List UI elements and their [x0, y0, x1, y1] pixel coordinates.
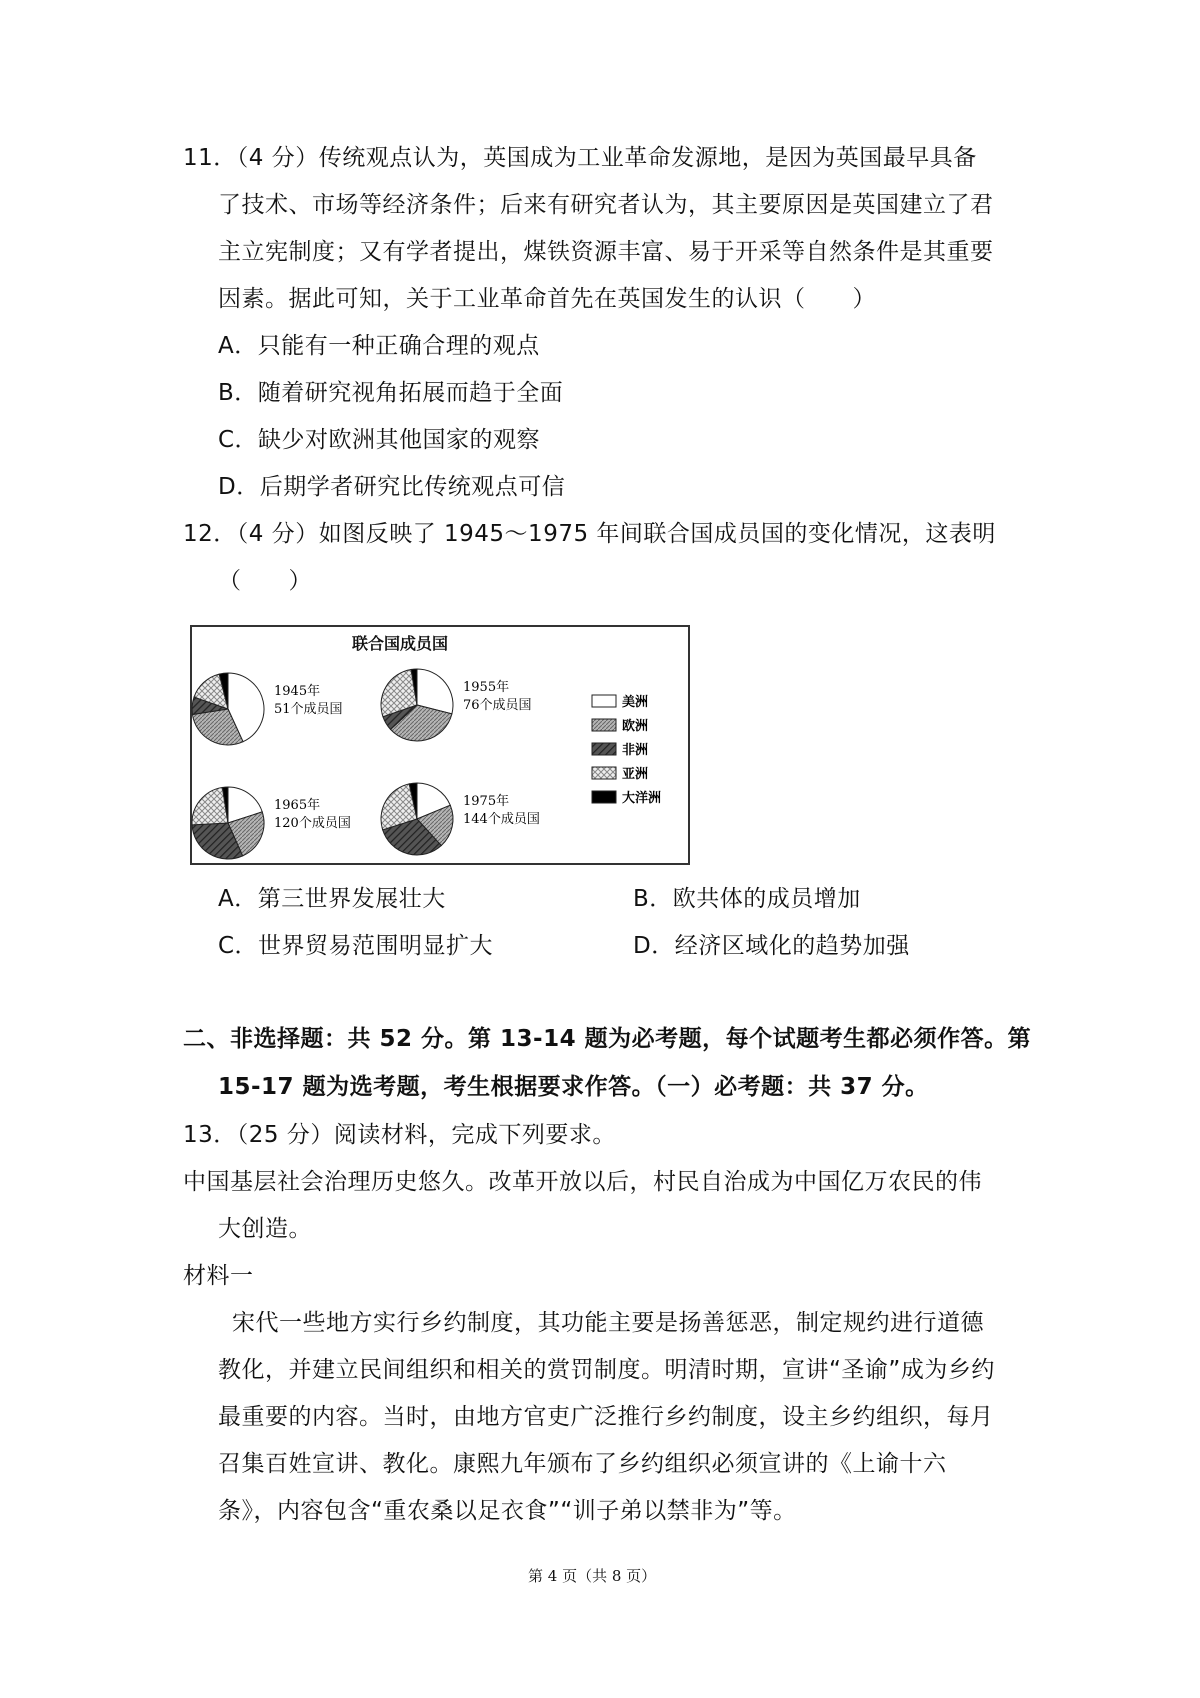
legend-swatch-美洲 — [592, 695, 616, 707]
q11-line-1: 11．（4 分）传统观点认为，英国成为工业革命发源地，是因为英国最早具备 — [183, 145, 977, 171]
q13-intro-line-1: 中国基层社会治理历史悠久。改革开放以后，村民自治成为中国亿万农民的伟 — [183, 1169, 982, 1195]
legend-label-大洋洲: 大洋洲 — [622, 791, 662, 806]
q11-option-b: B．随着研究视角拓展而趋于全面 — [218, 380, 564, 406]
section2-heading-line-1: 二、非选择题：共 52 分。第 13-14 题为必考题，每个试题考生都必须作答。第 — [183, 1026, 1032, 1052]
figure-title: 联合国成员国 — [351, 634, 449, 653]
legend-label-美洲: 美洲 — [622, 695, 649, 710]
q12-line-2: （ ） — [218, 568, 312, 594]
pie-year-label: 1965年 — [274, 798, 321, 813]
legend-label-非洲: 非洲 — [622, 743, 649, 758]
q12-option-b: B．欧共体的成员增加 — [633, 886, 861, 912]
q13-header: 13．（25 分）阅读材料，完成下列要求。 — [183, 1122, 616, 1148]
pie-members-label: 76个成员国 — [463, 698, 532, 713]
pie-members-label: 51个成员国 — [274, 702, 343, 717]
material-line-3: 最重要的内容。当时，由地方官吏广泛推行乡约制度，设主乡约组织，每月 — [218, 1404, 994, 1430]
material-line-2: 教化，并建立民间组织和相关的赏罚制度。明清时期，宣讲“圣谕”成为乡约 — [218, 1357, 995, 1383]
material-line-5: 条》，内容包含“重农桑以足衣食”“训子弟以禁非为”等。 — [218, 1498, 797, 1524]
legend-label-亚洲: 亚洲 — [622, 767, 649, 782]
q12-option-c: C．世界贸易范围明显扩大 — [218, 933, 494, 959]
pie-year-label: 1945年 — [274, 684, 321, 699]
q13-intro-line-2: 大创造。 — [218, 1216, 312, 1242]
q11-option-d: D．后期学者研究比传统观点可信 — [218, 474, 566, 500]
legend-swatch-大洋洲 — [592, 791, 616, 803]
q11-option-c: C．缺少对欧洲其他国家的观察 — [218, 427, 541, 453]
legend-swatch-亚洲 — [592, 767, 616, 779]
legend-swatch-欧洲 — [592, 719, 616, 731]
legend-label-欧洲: 欧洲 — [622, 719, 649, 734]
q11-line-4: 因素。据此可知，关于工业革命首先在英国发生的认识（ ） — [218, 286, 876, 312]
material-label: 材料一 — [183, 1263, 254, 1289]
material-line-4: 召集百姓宣讲、教化。康熙九年颁布了乡约组织必须宣讲的《上谕十六 — [218, 1451, 947, 1477]
pie-year-label: 1975年 — [463, 794, 510, 809]
q11-line-2: 了技术、市场等经济条件；后来有研究者认为，其主要原因是英国建立了君 — [218, 192, 994, 218]
q12-option-a: A．第三世界发展壮大 — [218, 886, 446, 912]
un-members-figure — [190, 625, 690, 865]
legend-swatch-非洲 — [592, 743, 616, 755]
pie-year-label: 1955年 — [463, 680, 510, 695]
section2-heading-line-2: 15-17 题为选考题，考生根据要求作答。（一）必考题：共 37 分。 — [218, 1074, 929, 1100]
page-footer: 第 4 页（共 8 页） — [528, 1567, 657, 1585]
q12-option-d: D．经济区域化的趋势加强 — [633, 933, 910, 959]
pie-members-label: 144个成员国 — [463, 812, 540, 827]
q11-line-3: 主立宪制度；又有学者提出，煤铁资源丰富、易于开采等自然条件是其重要 — [218, 239, 994, 265]
q11-option-a: A．只能有一种正确合理的观点 — [218, 333, 540, 359]
material-line-1: 宋代一些地方实行乡约制度，其功能主要是扬善惩恶，制定规约进行道德 — [232, 1310, 984, 1336]
q12-line-1: 12．（4 分）如图反映了 1945～1975 年间联合国成员国的变化情况，这表明 — [183, 521, 996, 547]
pie-members-label: 120个成员国 — [274, 816, 351, 831]
